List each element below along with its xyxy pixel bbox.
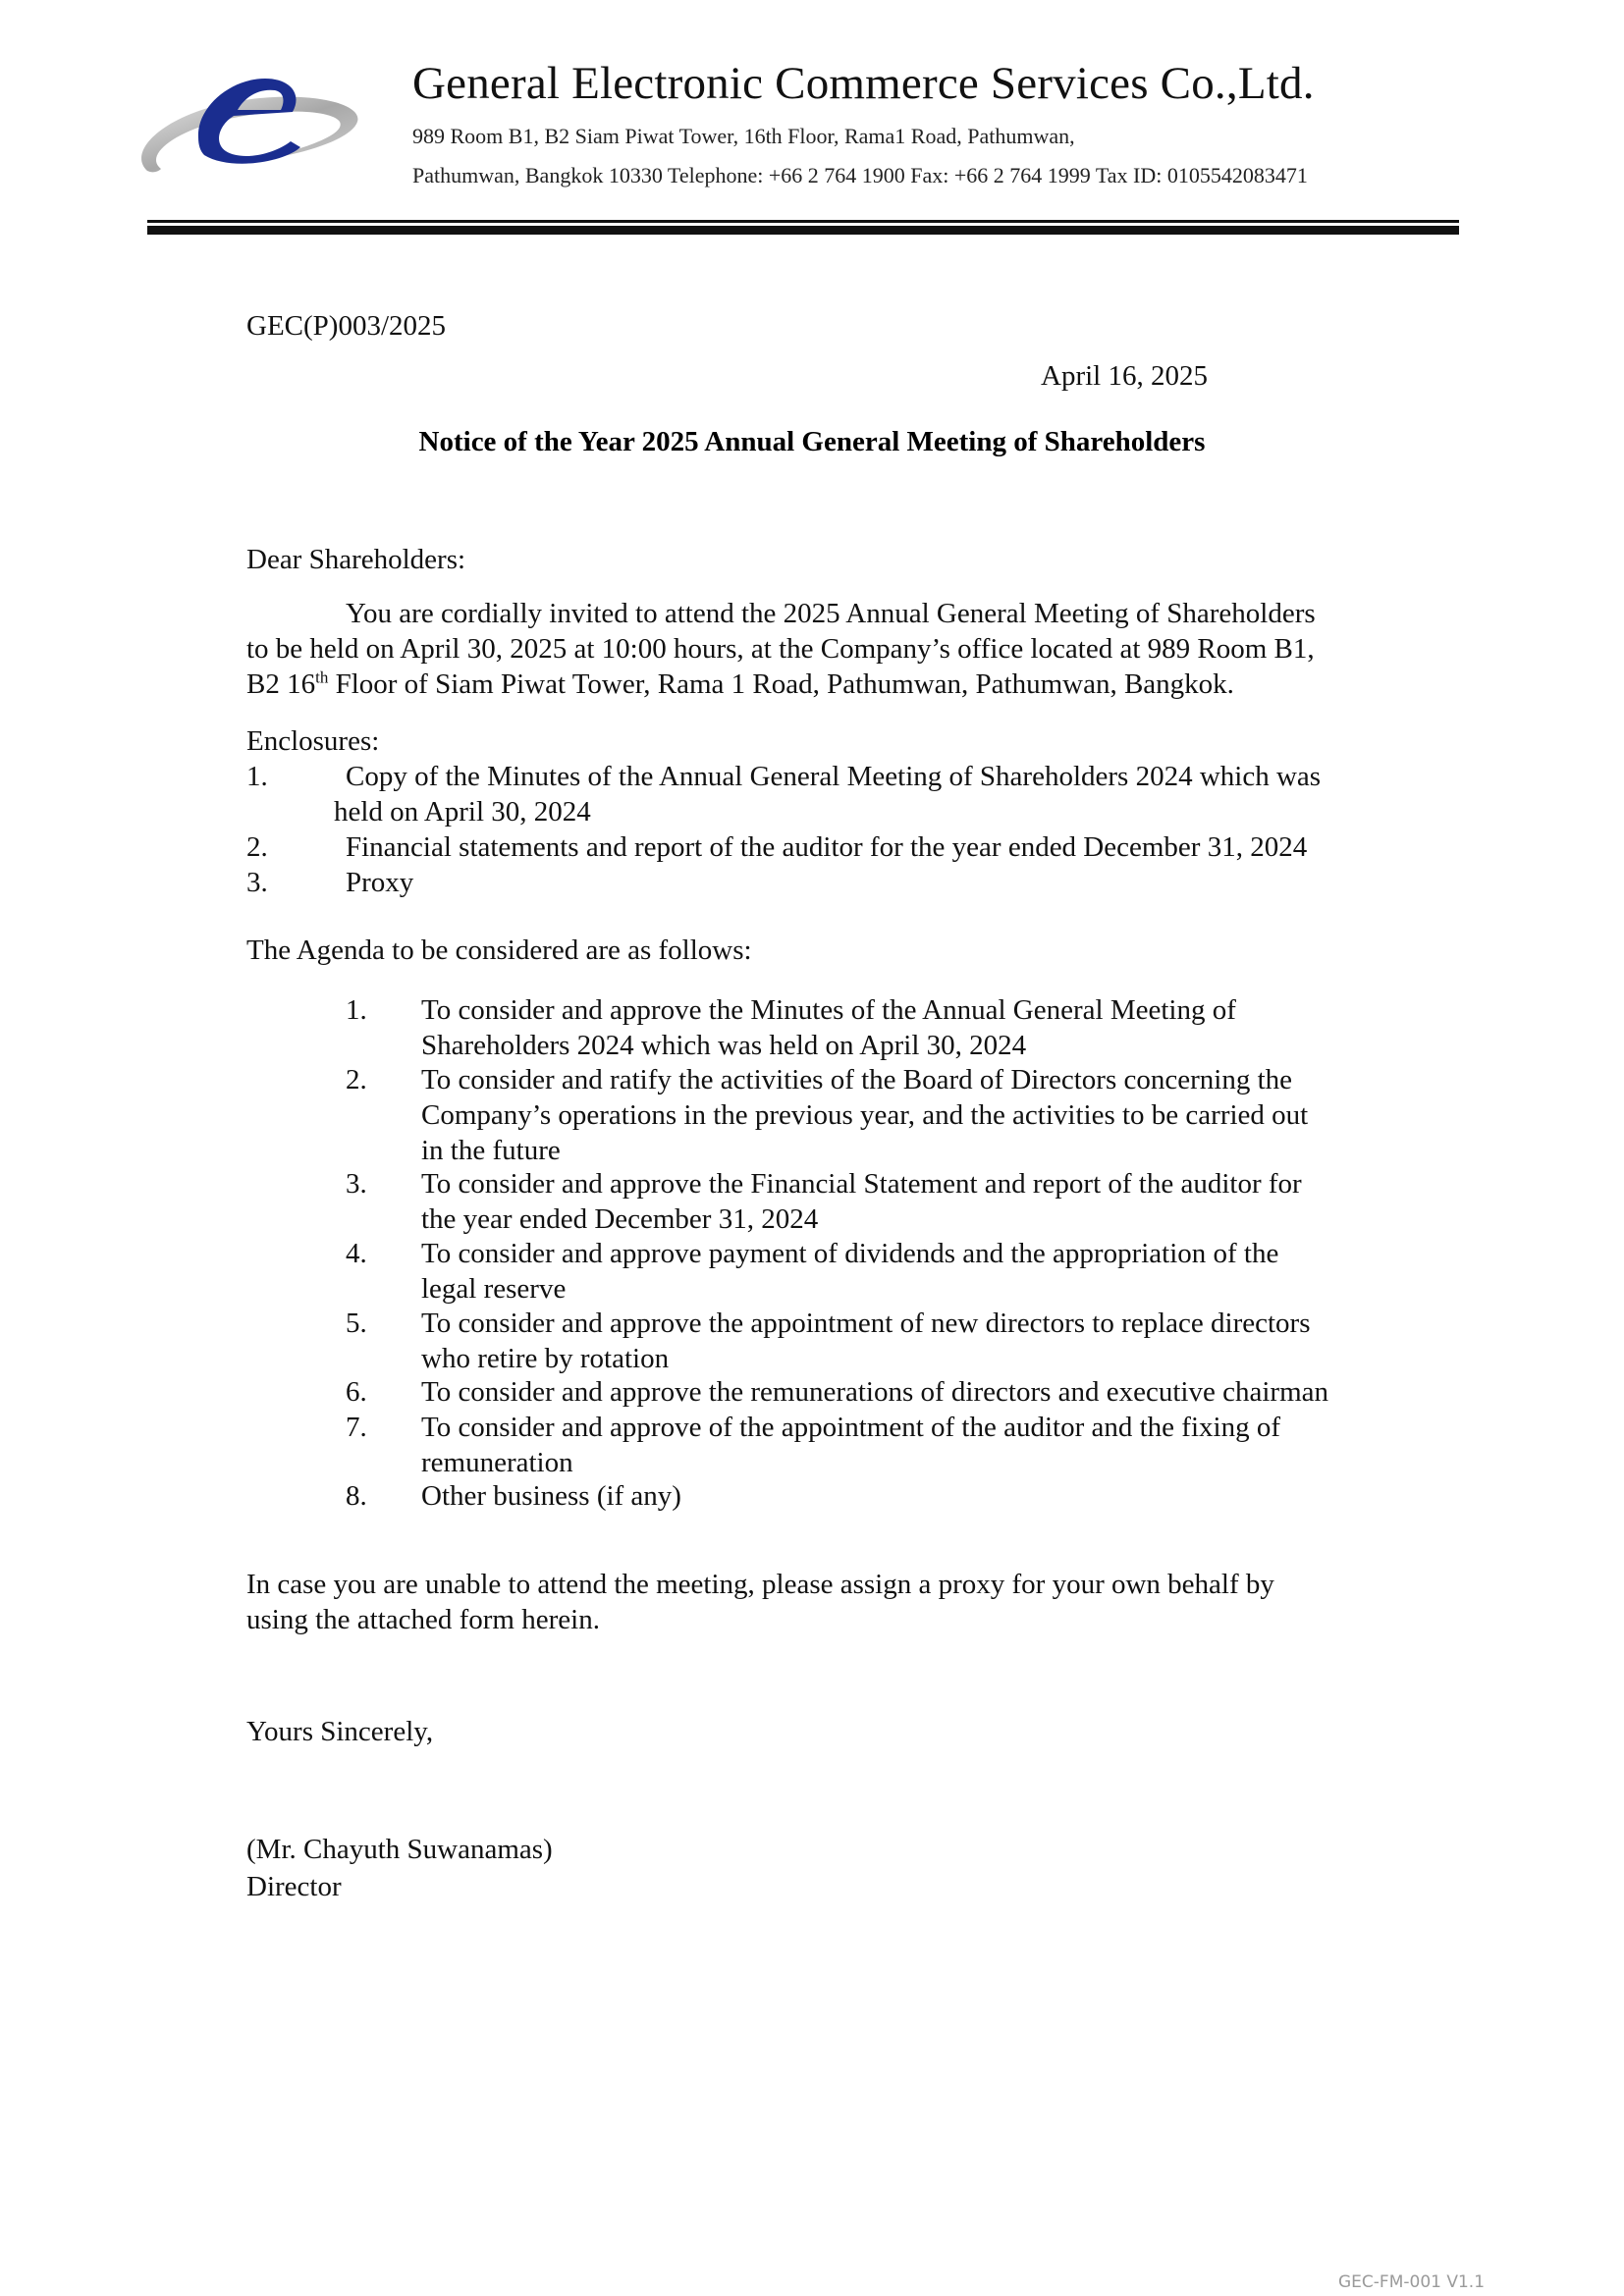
- agenda-line: Other business (if any): [421, 1480, 681, 1512]
- agenda-number: 4.: [346, 1238, 367, 1269]
- enclosure-number: 2.: [246, 831, 268, 863]
- agenda-text: [421, 1410, 1280, 1480]
- sign-off: Yours Sincerely,: [246, 1716, 434, 1747]
- document-title: Notice of the Year 2025 Annual General Meeting of Shareholders: [418, 426, 1206, 457]
- signer-name: (Mr. Chayuth Suwanamas): [246, 1834, 553, 1865]
- agenda-text: [421, 1478, 681, 1514]
- agenda-line: To consider and approve the appointment of new directors to replace directors: [421, 1308, 1311, 1339]
- document-date: April 16, 2025: [1041, 360, 1208, 392]
- enclosure-text: [346, 829, 1307, 865]
- ordinal-suffix: th: [315, 667, 329, 687]
- company-name: General Electronic Commerce Services Co.,Ltd.: [412, 58, 1315, 109]
- letterhead-divider-thin: [147, 220, 1459, 223]
- enclosure-text: [334, 759, 1322, 829]
- invitation-line: [246, 667, 1316, 702]
- closing-paragraph: [246, 1567, 1274, 1637]
- salutation: Dear Shareholders:: [246, 544, 466, 575]
- agenda-line: To consider and ratify the activities of the Board of Directors concerning the: [421, 1064, 1292, 1095]
- agenda-line: Company’s operations in the previous year, and the activities to be carried out: [421, 1099, 1309, 1131]
- agenda-line: who retire by rotation: [421, 1343, 670, 1374]
- agenda-heading: The Agenda to be considered are as follows:: [246, 934, 752, 966]
- enclosure-number: 3.: [246, 867, 268, 898]
- closing-line: using the attached form herein.: [246, 1604, 600, 1635]
- agenda-line: To consider and approve of the appointment of the auditor and the fixing of: [421, 1412, 1280, 1443]
- agenda-line: Shareholders 2024 which was held on April 30, 2024: [421, 1030, 1027, 1061]
- agenda-text: [421, 1306, 1311, 1376]
- invitation-line: to be held on April 30, 2025 at 10:00 hours, at the Company’s office located at 989 Room B1,: [246, 633, 1315, 665]
- agenda-line: the year ended December 31, 2024: [421, 1203, 819, 1235]
- agenda-number: 8.: [346, 1480, 367, 1512]
- enclosure-line: held on April 30, 2024: [334, 796, 591, 828]
- agenda-line: To consider and approve the remunerations of directors and executive chairman: [421, 1376, 1328, 1408]
- enclosure-line: Proxy: [346, 867, 414, 898]
- agenda-text: [421, 1062, 1308, 1168]
- closing-line: In case you are unable to attend the meeting, please assign a proxy for your own behalf by: [246, 1569, 1274, 1600]
- enclosures-heading: Enclosures:: [246, 725, 380, 757]
- agenda-line: in the future: [421, 1135, 561, 1166]
- agenda-number: 7.: [346, 1412, 367, 1443]
- agenda-text: [421, 1236, 1278, 1307]
- invitation-paragraph: [246, 596, 1316, 702]
- invitation-line: You are cordially invited to attend the 2025 Annual General Meeting of Shareholders: [346, 598, 1316, 629]
- company-address-line-2: Pathumwan, Bangkok 10330 Telephone: +66 2 764 1900 Fax: +66 2 764 1999 Tax ID: 0105542083471: [412, 163, 1308, 187]
- signer-title: Director: [246, 1871, 342, 1902]
- enclosure-text: [346, 865, 413, 900]
- agenda-number: 5.: [346, 1308, 367, 1339]
- agenda-line: legal reserve: [421, 1273, 567, 1305]
- agenda-number: 6.: [346, 1376, 367, 1408]
- document-reference: GEC(P)003/2025: [246, 310, 446, 342]
- agenda-number: 1.: [346, 994, 367, 1026]
- agenda-number: 2.: [346, 1064, 367, 1095]
- enclosure-number: 1.: [246, 761, 268, 792]
- agenda-line: To consider and approve the Minutes of the Annual General Meeting of: [421, 994, 1236, 1026]
- agenda-line: To consider and approve the Financial Statement and report of the auditor for: [421, 1168, 1302, 1200]
- invitation-line-prefix: B2 16: [246, 668, 316, 700]
- agenda-line: To consider and approve payment of dividends and the appropriation of the: [421, 1238, 1279, 1269]
- agenda-number: 3.: [346, 1168, 367, 1200]
- invitation-line-suffix: Floor of Siam Piwat Tower, Rama 1 Road, Pathumwan, Pathumwan, Bangkok.: [328, 668, 1234, 700]
- agenda-text: [421, 992, 1236, 1063]
- form-code: GEC-FM-001 V1.1: [1338, 2272, 1486, 2292]
- agenda-text: [421, 1166, 1302, 1237]
- letterhead-divider-thick: [147, 226, 1459, 235]
- agenda-text: [421, 1374, 1328, 1410]
- agenda-line: remuneration: [421, 1447, 573, 1478]
- company-address-line-1: 989 Room B1, B2 Siam Piwat Tower, 16th Floor, Rama1 Road, Pathumwan,: [412, 124, 1075, 148]
- enclosure-line: Copy of the Minutes of the Annual General Meeting of Shareholders 2024 which was: [346, 761, 1322, 792]
- gec-e-logo-icon: [135, 61, 371, 188]
- enclosure-line: Financial statements and report of the auditor for the year ended December 31, 2024: [346, 831, 1308, 863]
